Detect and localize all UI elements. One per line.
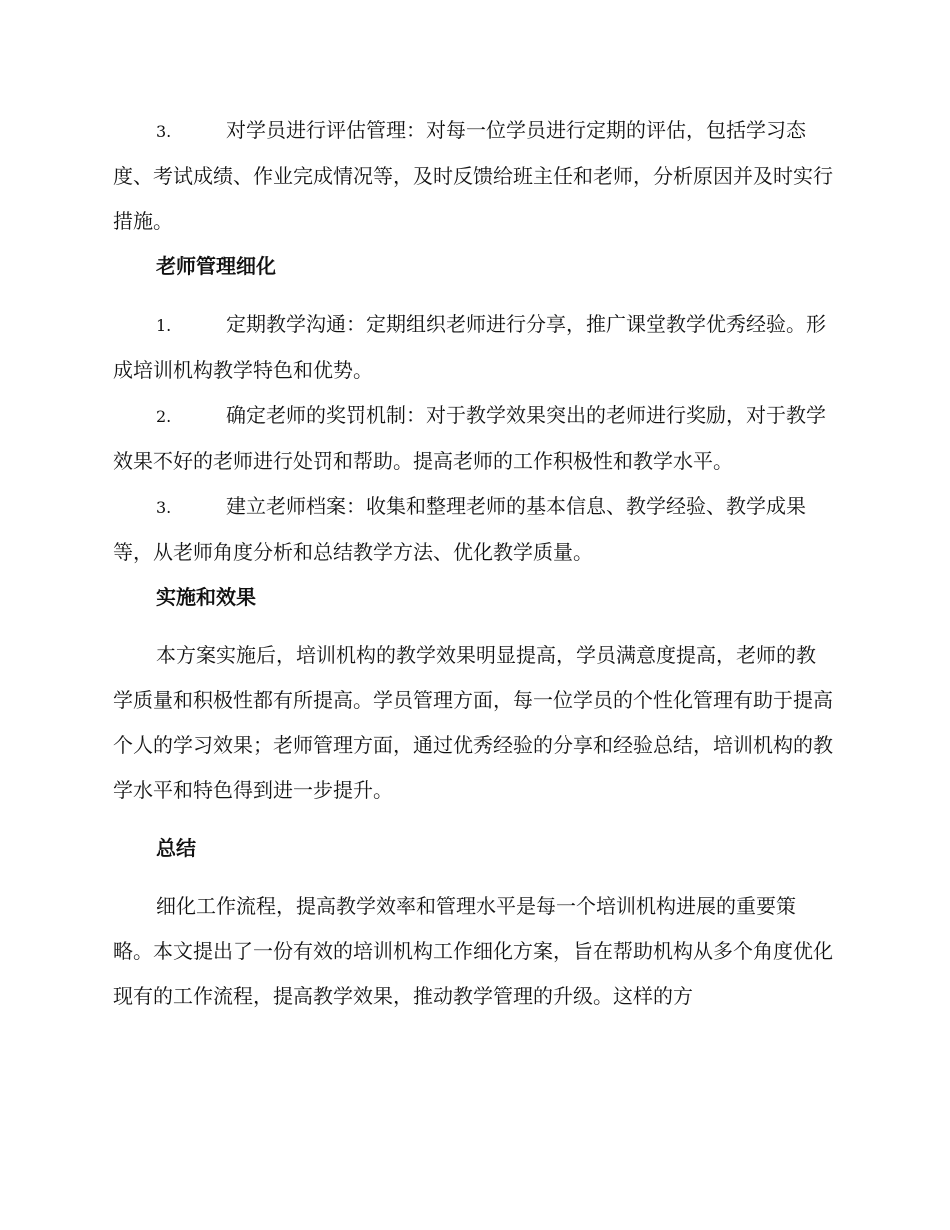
list-item-text: 确定老师的奖罚机制：对于教学效果突出的老师进行奖励，对于教学效果不好的老师进行处罚和帮助。提高老师的工作积极性和教学水平。 (113, 403, 826, 473)
list-number: 2. (156, 407, 172, 426)
list-number: 3. (156, 498, 172, 517)
list-number: 1. (156, 316, 172, 335)
list-item-reward-punishment (113, 393, 833, 484)
list-item-teacher-archive (113, 484, 833, 575)
section-heading-summary: 总结 (156, 836, 196, 860)
paragraph-summary: 细化工作流程，提高教学效率和管理水平是每一个培训机构进展的重要策略。本文提出了一份有效的培训机构工作细化方案，旨在帮助机构从多个角度优化现有的工作流程，提高教学效果，推动教学管理的升级。这样的方 (113, 894, 833, 1008)
section-heading-teacher-management: 老师管理细化 (156, 254, 276, 278)
list-item-text: 定期教学沟通：定期组织老师进行分享，推广课堂教学优秀经验。形成培训机构教学特色和优势。 (113, 312, 826, 382)
list-item-student-evaluation (113, 108, 833, 244)
document-body (113, 108, 833, 1032)
list-item-teaching-communication (113, 302, 833, 393)
paragraph-implementation: 本方案实施后，培训机构的教学效果明显提高，学员满意度提高，老师的教学质量和积极性都有所提高。学员管理方面，每一位学员的个性化管理有助于提高个人的学习效果；老师管理方面，通过优秀经验的分享和经验总结，培训机构的教学水平和特色得到进一步提升。 (113, 643, 833, 802)
list-number: 3. (156, 122, 172, 141)
section-heading-implementation: 实施和效果 (156, 585, 256, 609)
list-item-text: 对学员进行评估管理：对每一位学员进行定期的评估，包括学习态度、考试成绩、作业完成情况等，及时反馈给班主任和老师，分析原因并及时实行措施。 (113, 118, 833, 233)
list-item-text: 建立老师档案：收集和整理老师的基本信息、教学经验、教学成果等，从老师角度分析和总结教学方法、优化教学质量。 (113, 494, 806, 564)
